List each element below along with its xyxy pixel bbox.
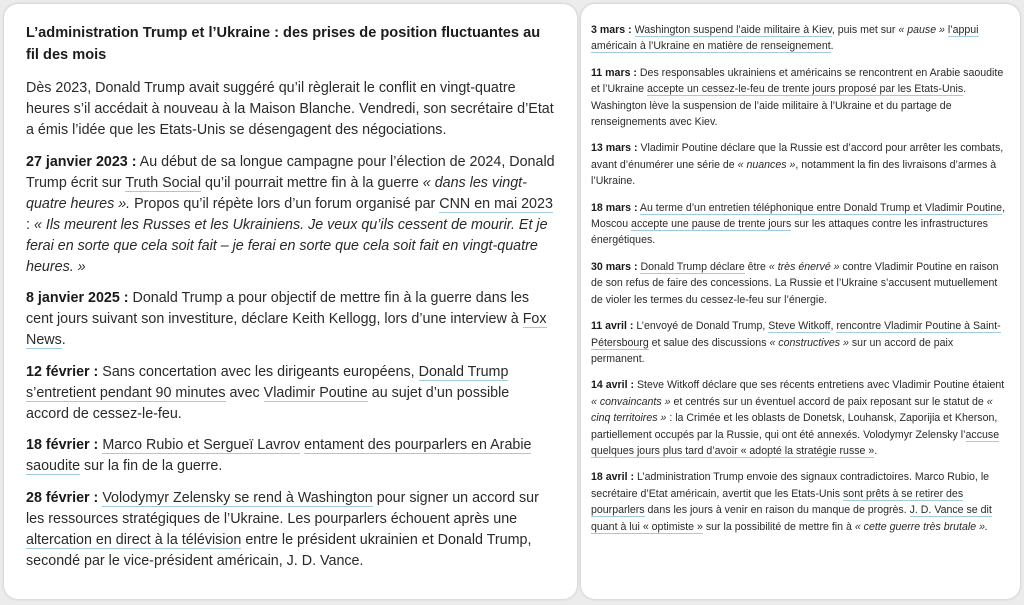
article-link[interactable]: CNN en mai 2023 (439, 195, 553, 212)
right-paragraph (591, 200, 1008, 249)
date-label: 3 mars : (591, 24, 632, 36)
body-text: Donald Trump a pour objectif de mettre fin à la guerre dans les cent jours suivant son investiture, déclare Keith Kellogg, lors d’une interview à (26, 290, 530, 327)
article-link[interactable]: rencontre Vladimir Poutine à Saint-Pétersbourg (591, 320, 1001, 349)
left-paragraph (26, 152, 555, 278)
article-link[interactable]: Truth Social (125, 174, 202, 191)
right-paragraph (591, 140, 1008, 189)
quote-text: « pause » (898, 24, 945, 36)
article-link[interactable]: accuse quelques jours plus tard d’avoir « adopté la stratégie russe » (591, 428, 1000, 457)
body-text: Des responsables ukrainiens et américains se rencontrent en Arabie saoudite et l’Ukraine (591, 66, 1004, 96)
date-label: 8 janvier 2025 : (26, 290, 129, 306)
date-label: 30 mars : (591, 260, 638, 273)
article-link[interactable]: accepte une pause de trente jours (631, 218, 792, 231)
body-text: : la Crimée et les oblasts de Donetsk, Louhansk, Zaporijia et Kherson, partiellement occupés par la Russie, qui ont été annexés. Volodymyr Zelensky l’ (591, 412, 998, 441)
body-text: sur un accord de paix permanent. (591, 336, 954, 365)
body-text: . (61, 332, 66, 348)
quote-text: « cinq territoires » (591, 395, 993, 425)
date-label: 12 février : (26, 363, 99, 380)
article-link[interactable]: Steve Witkoff (768, 320, 831, 333)
date-label: 28 février : (26, 489, 99, 506)
left-paragraphs (26, 78, 555, 572)
body-text: sur la fin de la guerre. (80, 458, 223, 474)
left-paragraph (26, 78, 555, 141)
article-link[interactable]: Donald Trump déclare (640, 260, 745, 273)
quote-text: « dans les vingt-quatre heures ». (26, 174, 527, 212)
body-text: . (830, 40, 834, 53)
date-label: 18 février : (26, 437, 99, 453)
right-paragraph (591, 469, 1008, 535)
body-text: , Moscou (591, 201, 1006, 231)
right-paragraph (591, 65, 1008, 131)
body-text: , notamment la fin des livraisons d’armes à l’Ukraine. (591, 158, 997, 188)
article-link[interactable]: l’appui américain à l’Ukraine en matière de renseignement (591, 24, 979, 53)
body-text: Au début de sa longue campagne pour l’élection de 2024, Donald Trump écrit sur (26, 153, 555, 191)
right-paragraph (591, 377, 1008, 459)
date-label: 13 mars : (591, 142, 638, 155)
article-link[interactable]: Volodymyr Zelensky se rend à Washington (102, 489, 373, 506)
left-paragraph (26, 488, 555, 572)
date-label: 11 mars : (591, 66, 637, 79)
body-text: et salue des discussions (648, 336, 770, 349)
date-label: 11 avril : (591, 320, 634, 333)
quote-text: « constructives » (769, 336, 849, 349)
quote-text: « nuances » (737, 158, 796, 171)
date-label: 18 mars : (591, 201, 638, 214)
left-article-panel (4, 4, 577, 599)
body-text: , puis met sur (831, 24, 899, 36)
article-link[interactable]: entament des pourparlers en Arabie saoudite (26, 437, 532, 474)
body-text: Propos qu’il répète lors d’un forum organisé par (130, 195, 440, 212)
body-text: , (830, 320, 837, 333)
body-text: avec (225, 384, 264, 401)
body-text: . (874, 444, 878, 457)
body-text: L’envoyé de Donald Trump, (633, 320, 769, 333)
body-text: et centrés sur un éventuel accord de paix reposant sur le statut de (670, 395, 987, 408)
date-label: 14 avril : (591, 379, 634, 392)
left-paragraph (26, 288, 555, 351)
body-text: Sans concertation avec les dirigeants européens, (98, 363, 419, 380)
article-link[interactable]: sont prêts à se retirer des pourparlers (591, 487, 964, 517)
article-link[interactable]: J. D. Vance se dit quant à lui « optimiste » (591, 504, 992, 533)
body-text: entre le président ukrainien et Donald Trump, secondé par le vice-président américain, J. D. Vance. (26, 531, 532, 569)
right-paragraphs (591, 22, 1008, 535)
article-link[interactable]: Marco Rubio et Sergueï Lavrov (102, 437, 301, 453)
article-link[interactable]: Au terme d’un entretien téléphonique entre Donald Trump et Vladimir Poutine (639, 201, 1003, 214)
body-text: Dès 2023, Donald Trump avait suggéré qu’il règlerait le conflit en vingt-quatre heures s’il accédait à nouveau à la Maison Blanche. Vendredi, son secrétaire d’Etat a émis l’idée que les Etats-Unis se désengagent des négociations. (26, 80, 554, 138)
body-text: qu’il pourrait mettre fin à la guerre (201, 174, 423, 191)
body-text: : (26, 216, 34, 233)
date-label: 27 janvier 2023 : (26, 153, 137, 170)
body-text: dans les jours à venir en raison du manque de progrès. (644, 504, 910, 517)
article-link[interactable]: altercation en direct à la télévision (26, 531, 242, 548)
body-text: pour signer un accord sur les ressources stratégiques de l’Ukraine. Les pourparlers échouent après une (26, 489, 539, 527)
article-link[interactable]: Washington suspend l’aide militaire à Kiev (634, 24, 832, 36)
body-text: Steve Witkoff déclare que ses récents entretiens avec Vladimir Poutine étaient (634, 379, 1005, 392)
quote-text: « cette guerre très brutale ». (854, 520, 988, 533)
right-timeline-panel (581, 4, 1020, 599)
article-link[interactable]: Donald Trump s’entretient pendant 90 minutes (26, 363, 509, 401)
date-label: 18 avril : (591, 471, 634, 484)
left-paragraph (26, 435, 555, 477)
body-text: au sujet d’un possible accord de cessez-le-feu. (26, 384, 510, 422)
body-text: . Washington lève la suspension de l’aide militaire à l’Ukraine et du partage de renseignements avec Kiev. (591, 83, 967, 129)
body-text: contre Vladimir Poutine en raison de son refus de faire des concessions. La Russie et l’Ukraine s’accusent mutuellement de violer les termes du cessez-le-feu sur l’énergie. (591, 260, 999, 306)
article-link[interactable]: accepte un cessez-le-feu de trente jours proposé par les Etats-Unis (646, 83, 964, 96)
quote-text: « Ils meurent les Russes et les Ukrainiens. Je veux qu’ils cessent de mourir. Et je ferai en sorte que cela soit fait – je ferai en sorte que cela soit fait en vingt-quatre heures. » (26, 216, 548, 275)
article-link[interactable]: Fox News (26, 311, 547, 348)
right-paragraph (591, 318, 1008, 367)
quote-text: « très énervé » (768, 260, 840, 273)
quote-text: « convaincants » (591, 395, 671, 408)
article-title: L’administration Trump et l’Ukraine : des prises de position fluctuantes au fil des mois (26, 25, 541, 63)
body-text: sur les attaques contre les infrastructures énergétiques. (591, 218, 988, 247)
article-link[interactable]: Vladimir Poutine (263, 384, 368, 401)
body-text: L’administration Trump envoie des signaux contradictoires. Marco Rubio, le secrétaire d’Etat américain, avertit que les Etats-Unis (591, 471, 990, 500)
body-text: sur la possibilité de mettre fin à (702, 520, 855, 533)
body-text: être (744, 260, 769, 273)
right-paragraph (591, 22, 1008, 55)
left-paragraph (26, 362, 555, 425)
body-text: Vladimir Poutine déclare que la Russie est d’accord pour arrêter les combats, avant d’énumérer une série de (591, 142, 1004, 171)
right-paragraph (591, 259, 1008, 308)
